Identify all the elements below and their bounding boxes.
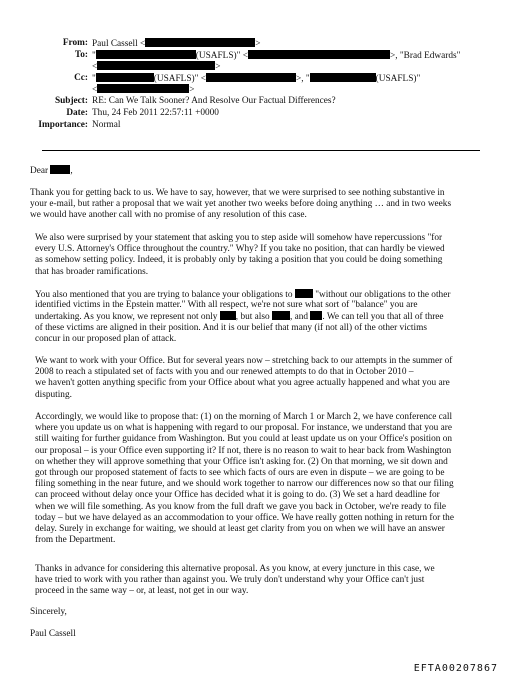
closing-text: Sincerely, [30,607,67,617]
cc-text-e: < [92,85,98,95]
text-line: have tried to work with you rather than against you. We truly don't understand why your Office can't just [35,575,425,586]
text-line: as somehow setting policy. Indeed, it is probably only by taking a position that you could be doing something [35,255,443,266]
redaction-box [310,73,376,82]
signature-text: Paul Cassell [30,629,76,639]
to-text-c: >, "Brad Edwards" [389,51,461,61]
cc-text-c: >, " [295,74,310,84]
cc-value-line2 [92,84,195,96]
text-line: when we will file something. As you know from the full draft we gave you back in October, we're ready to file [35,501,447,512]
text-line: Accordingly, we would like to propose that: (1) on the morning of March 1 or March 2, we have conference call [35,412,453,422]
text-line: disputing. [35,389,72,400]
redaction-box [96,50,196,59]
redaction-box [248,50,390,59]
subject-label: Subject: [54,96,88,106]
paragraph-4 [30,356,497,401]
text-fragment: , but also [235,312,270,323]
text-line: we would have another call with no promise of any resolution of this case. [30,210,307,221]
text-fragment: . We can tell you that all of three [322,312,444,323]
redaction-box [310,311,322,320]
cc-text-f: > [189,85,195,95]
text-line: proceed in the same way – or, at least, not get in our way. [35,586,249,597]
text-line: where you update us on what is happening with regard to our proposal. For instance, we understand that you are [35,423,452,434]
text-line: Thanks in advance for considering this alternative proposal. As you know, at every juncture in this case, we [35,564,435,574]
text-line: got through our proposed statement of facts to see which facts of ours are even in dispute – we are going to be [35,467,445,478]
text-line: filing something in the near future, and we should work together to narrow our differences now so that our filing [35,479,454,490]
text-line: identified victims in the Epstein matter." With all respect, we're not sure what sort of "balance" you are [35,300,418,311]
to-text-a: " [92,51,96,61]
salutation-text: Dear [30,166,49,176]
text-line: today – but we have delayed as an accommodation to your office. We have really gotten nothing in return for the [35,512,454,523]
redaction-box [97,84,189,93]
paragraph-3 [30,289,497,345]
text-fragment: "without our obligations to the other [315,290,451,300]
text-line: we haven't gotten anything specific from your Office about what you agree actually happened and what you are [35,378,450,389]
paragraph-2 [30,233,497,278]
text-line: from the Department. [35,535,116,546]
signature [30,629,492,640]
redaction-box [97,61,215,70]
subject-value: RE: Can We Talk Sooner? And Resolve Our Factual Differences? [92,96,336,106]
text-line: We want to work with your Office. But for several years now – stretching back to our attempts in the summer of [35,356,453,366]
paragraph-1 [30,188,492,222]
text-line: We also were surprised by your statement that asking you to step aside will somehow have repercussions "for [35,233,443,243]
from-text: Paul Cassell < [92,39,146,49]
cc-text-a: " [92,74,96,84]
cc-text-b: (USAFLS)" < [153,74,206,84]
text-line: of these victims are aligned in their position. And it is our belief that many (if not all) of the other victims [35,322,427,333]
text-line: concur in our proposed plan of attack. [35,333,177,344]
from-value: Paul Cassell < > [92,39,261,49]
salutation [30,165,492,176]
text-line: our proposal – is your Office even supporting it? If not, there is no reason to wait to hear back from Washington [35,445,452,456]
importance-value: Normal [92,120,121,130]
text-fragment: You also mentioned that you are trying to balance your obligations to [35,290,293,300]
text-line: delay. Surely in exchange for waiting, we should at least get clarity from you on when we will have an answer [35,523,445,534]
from-label: From: [62,38,88,48]
to-text-e: > [215,62,221,72]
redaction-box [50,165,73,176]
redaction-box [96,73,154,82]
to-label: To: [74,50,88,60]
bates-number: EFTA00207867 [413,663,498,674]
redaction-box [145,38,255,47]
date-label: Date: [66,108,88,118]
redaction-box [206,73,296,82]
text-line: Thank you for getting back to us. We have to say, however, that we were surprised to see nothing substantive in [30,188,445,198]
paragraph-5 [30,412,497,546]
date-value: Thu, 24 Feb 2011 22:57:11 +0000 [92,108,219,118]
text-line: on whether they will approve something that your Office isn't asking for. (2) On that morning, we sit down and [35,456,448,467]
cc-label: Cc: [74,73,88,83]
text-line [35,311,497,322]
header-divider [42,150,480,151]
text-line: every U.S. Attorney's Office throughout the country." Why? If you take no position, that can hardly be viewed [35,244,445,255]
redaction-box [220,311,236,320]
to-text-b: (USAFLS)" < [195,51,248,61]
redaction-box [295,289,313,298]
text-fragment: undertaking. As you know, we represent not only [35,312,218,323]
text-line: your e-mail, but rather a proposal that we wait yet another two weeks before doing anything … and in two weeks [30,199,452,210]
closing [30,607,492,618]
cc-text-d: (USAFLS)" [375,74,421,84]
text-line: still waiting for further guidance from Washington. But you could at least update us on your Office's position on [35,434,453,445]
salutation-comma: , [70,166,73,176]
text-line: that has broader ramifications. [35,266,149,277]
redaction-box [272,311,290,320]
text-line: 2008 to reach a stipulated set of facts with you and our renewed attempts to do that in October 2010 – [35,367,414,378]
importance-label: Importance: [38,120,88,130]
to-value-line2 [92,61,221,73]
text-fragment: , and [289,312,309,323]
to-text-d: < [92,62,98,72]
text-line: can proceed without delay once your Office has decided what it is going to do. (3) We set a hard deadline for [35,490,440,501]
paragraph-6 [30,564,497,598]
text-line [35,289,497,300]
